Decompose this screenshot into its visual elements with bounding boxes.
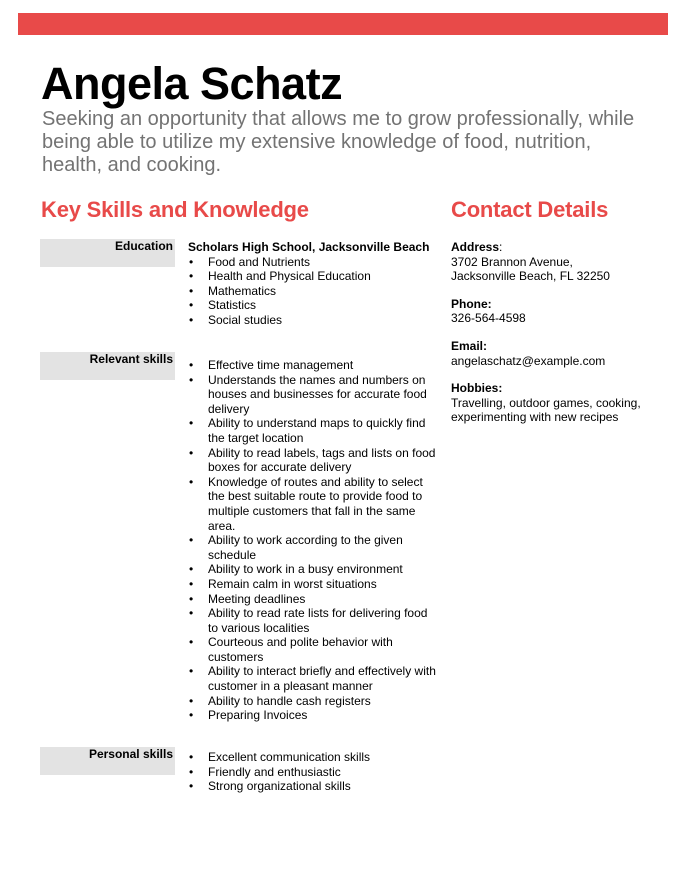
list-item: • Ability to understand maps to quickly find the target location (188, 416, 438, 445)
header-accent-bar (18, 13, 668, 35)
relevant-skills-label: Relevant skills (89, 352, 173, 366)
list-item: • Ability to work according to the given schedule (188, 533, 438, 562)
list-item: • Excellent communication skills (188, 750, 438, 765)
list-item: • Understands the names and numbers on houses and businesses for accurate food delivery (188, 373, 438, 417)
list-item: • Ability to handle cash registers (188, 694, 438, 709)
list-item: • Preparing Invoices (188, 708, 438, 723)
phone-label: Phone: (451, 296, 492, 311)
email-value: angelaschatz@example.com (451, 353, 606, 368)
address-label: Address (451, 240, 500, 254)
education-label-box (40, 239, 175, 267)
list-item: • Strong organizational skills (188, 779, 438, 794)
personal-skills-list (188, 750, 438, 794)
hobbies-value: Travelling, outdoor games, cooking, experimenting with new recipes (451, 395, 641, 425)
personal-skills-label: Personal skills (88, 747, 173, 761)
list-item: • Ability to read rate lists for delivering food to various localities (188, 606, 438, 635)
hobbies-label: Hobbies: (451, 381, 503, 396)
address-line-2: Jacksonville Beach, FL 32250 (451, 269, 610, 284)
subject-list (188, 255, 438, 328)
phone-value: 326-564-4598 (451, 311, 526, 326)
relevant-skills-list (188, 358, 438, 723)
list-item: • Statistics (188, 298, 438, 313)
personal-skills-label-box (40, 747, 175, 775)
list-item: • Knowledge of routes and ability to select the best suitable route to provide food to multiple customers that fall in the same area. (188, 475, 438, 533)
address-block: Address: 3702 Brannon Avenue, Jacksonville Beach, FL 32250 (451, 240, 651, 284)
education-content (188, 240, 438, 328)
list-item: • Effective time management (188, 358, 438, 373)
email-block (451, 339, 651, 368)
relevant-skills-label-box (40, 352, 175, 380)
skills-section-heading: Key Skills and Knowledge (41, 197, 309, 222)
list-item: • Remain calm in worst situations (188, 577, 438, 592)
contact-section-heading: Contact Details (451, 197, 609, 222)
list-item: • Meeting deadlines (188, 592, 438, 607)
list-item: • Food and Nutrients (188, 255, 438, 270)
relevant-skills-content (188, 358, 438, 723)
list-item: • Ability to read labels, tags and lists on food boxes for accurate delivery (188, 446, 438, 475)
objective-statement: Seeking an opportunity that allows me to grow professionally, while being able to utilize my extensive knowledge of food, nutrition, health, and cooking. (42, 108, 635, 176)
personal-skills-content (188, 750, 438, 794)
list-item: • Courteous and polite behavior with customers (188, 635, 438, 664)
list-item: • Ability to work in a busy environment (188, 562, 438, 577)
school-name: Scholars High School, Jacksonville Beach (188, 240, 430, 254)
list-item: • Health and Physical Education (188, 269, 438, 284)
list-item: • Friendly and enthusiastic (188, 765, 438, 780)
contact-details (451, 240, 651, 438)
phone-block (451, 297, 651, 326)
list-item: • Social studies (188, 313, 438, 328)
address-line-1: 3702 Brannon Avenue, (451, 254, 573, 269)
candidate-name: Angela Schatz (41, 58, 343, 109)
list-item: • Ability to interact briefly and effectively with customer in a pleasant manner (188, 664, 438, 693)
hobbies-block (451, 381, 651, 425)
email-label: Email: (451, 338, 488, 353)
education-label: Education (114, 239, 173, 253)
list-item: • Mathematics (188, 284, 438, 299)
